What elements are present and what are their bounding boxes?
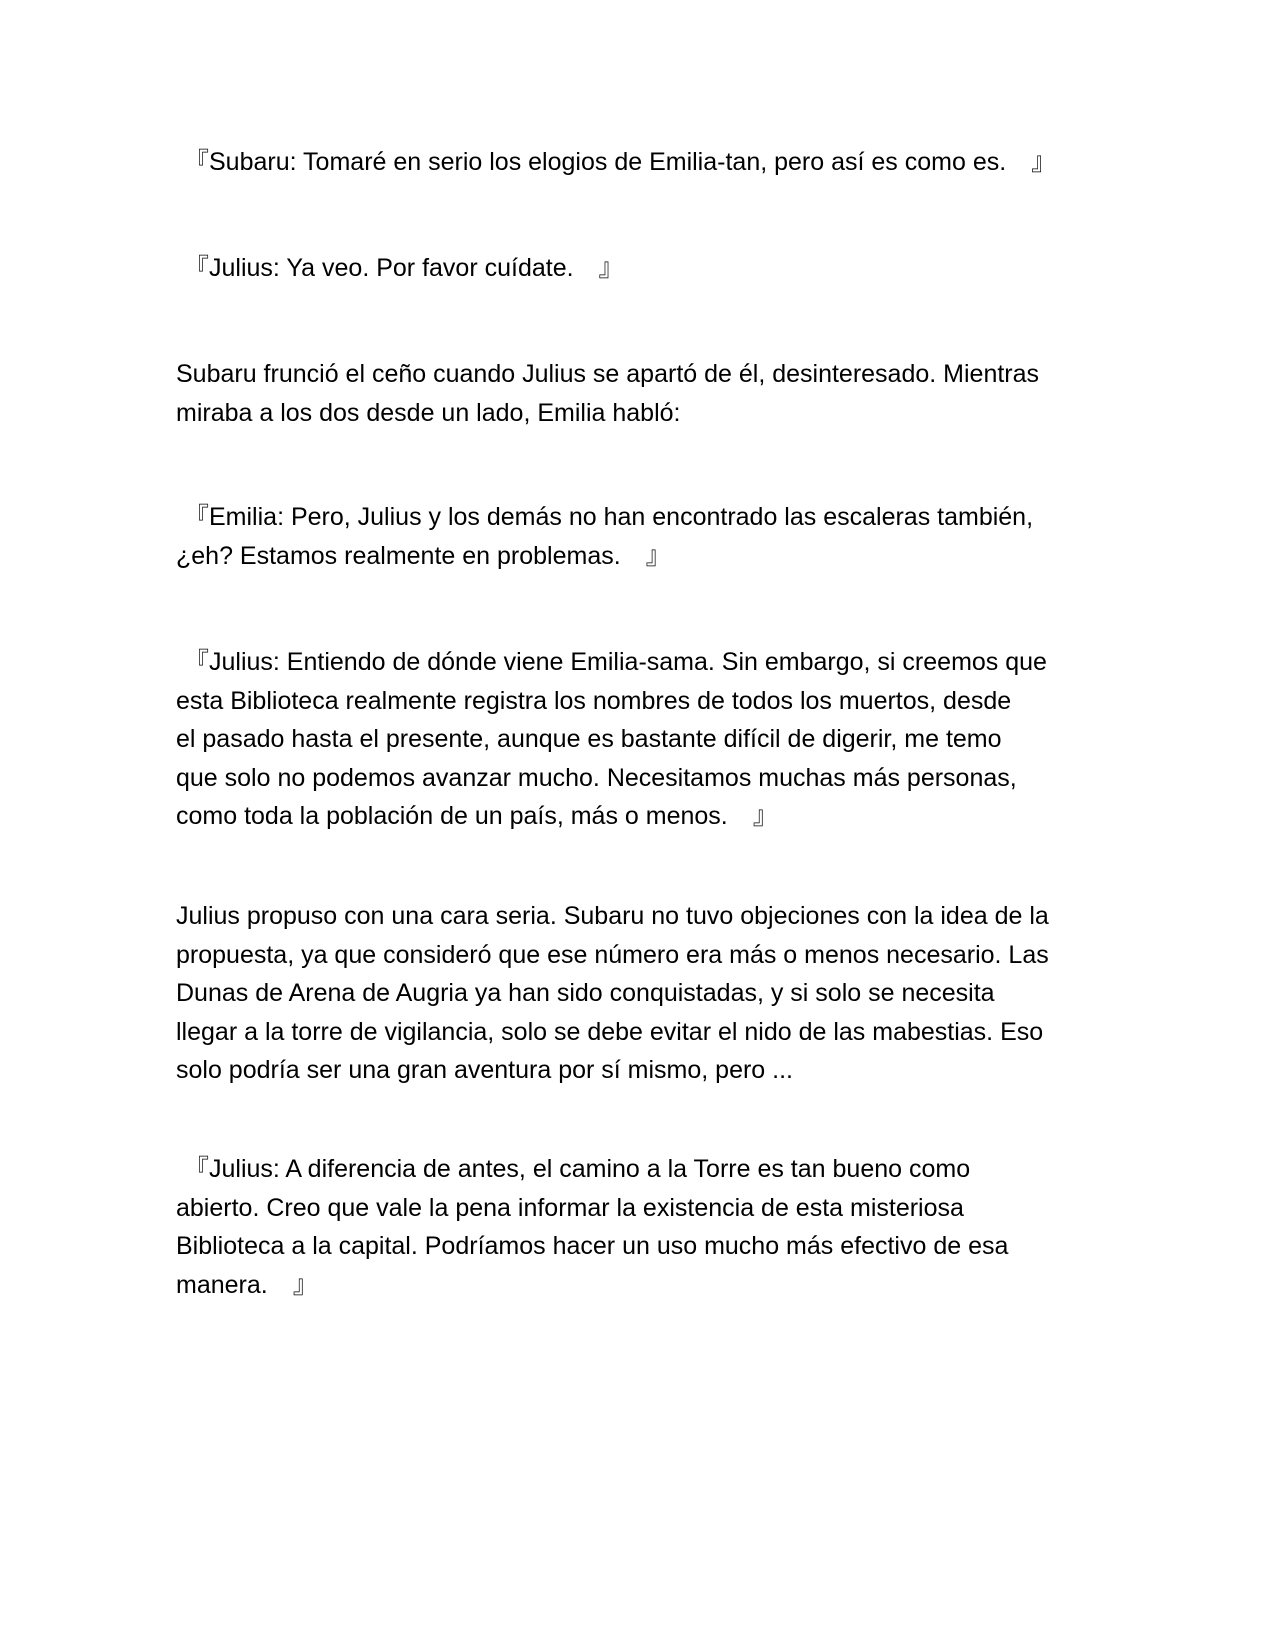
narration-julius-proposal <box>176 897 1049 1090</box>
text-line: miraba a los dos desde un lado, Emilia habló: <box>176 398 681 427</box>
text-line: 『Subaru: Tomaré en serio los elogios de Emilia-tan, pero así es como es. 』 <box>184 148 1057 176</box>
text-line: 『Julius: Entiendo de dónde viene Emilia-sama. Sin embargo, si creemos que <box>184 648 1047 676</box>
text-line: como toda la población de un país, más o menos. 』 <box>176 802 778 830</box>
text-line: llegar a la torre de vigilancia, solo se debe evitar el nido de las mabestias. Eso <box>176 1017 1044 1046</box>
text-line: esta Biblioteca realmente registra los nombres de todos los muertos, desde <box>176 686 1012 715</box>
text-line: que solo no podemos avanzar mucho. Necesitamos muchas más personas, <box>176 763 1017 792</box>
text-line: 『Julius: Ya veo. Por favor cuídate. 』 <box>184 254 624 282</box>
text-line: Dunas de Arena de Augria ya han sido conquistadas, y si solo se necesita <box>176 979 995 1007</box>
text-line: Subaru frunció el ceño cuando Julius se apartó de él, desinteresado. Mientras <box>176 360 1040 388</box>
dialogue-emilia-stairs <box>176 498 1033 575</box>
dialogue-subaru-compliments <box>184 143 1056 182</box>
dialogue-julius-library <box>176 643 1047 836</box>
text-line: abierto. Creo que vale la pena informar la existencia de esta misteriosa <box>176 1193 964 1222</box>
text-line: el pasado hasta el presente, aunque es bastante difícil de digerir, me temo <box>176 725 1002 753</box>
text-line: manera. 』 <box>176 1270 318 1299</box>
text-line: propuesta, ya que consideró que ese número era más o menos necesario. Las <box>176 940 1049 969</box>
text-line: 『Julius: A diferencia de antes, el camino a la Torre es tan bueno como <box>184 1155 971 1183</box>
text-line: Julius propuso con una cara seria. Subaru no tuvo objeciones con la idea de la <box>176 902 1049 930</box>
dialogue-julius-capital <box>176 1150 1008 1304</box>
text-line: ¿eh? Estamos realmente en problemas. 』 <box>176 541 671 570</box>
dialogue-julius-take-care <box>184 249 624 288</box>
text-line: 『Emilia: Pero, Julius y los demás no han encontrado las escaleras también, <box>184 503 1034 531</box>
text-line: solo podría ser una gran aventura por sí mismo, pero ... <box>176 1056 793 1084</box>
text-line: Biblioteca a la capital. Podríamos hacer un uso mucho más efectivo de esa <box>176 1232 1009 1260</box>
narration-subaru-frowned <box>176 355 1039 432</box>
